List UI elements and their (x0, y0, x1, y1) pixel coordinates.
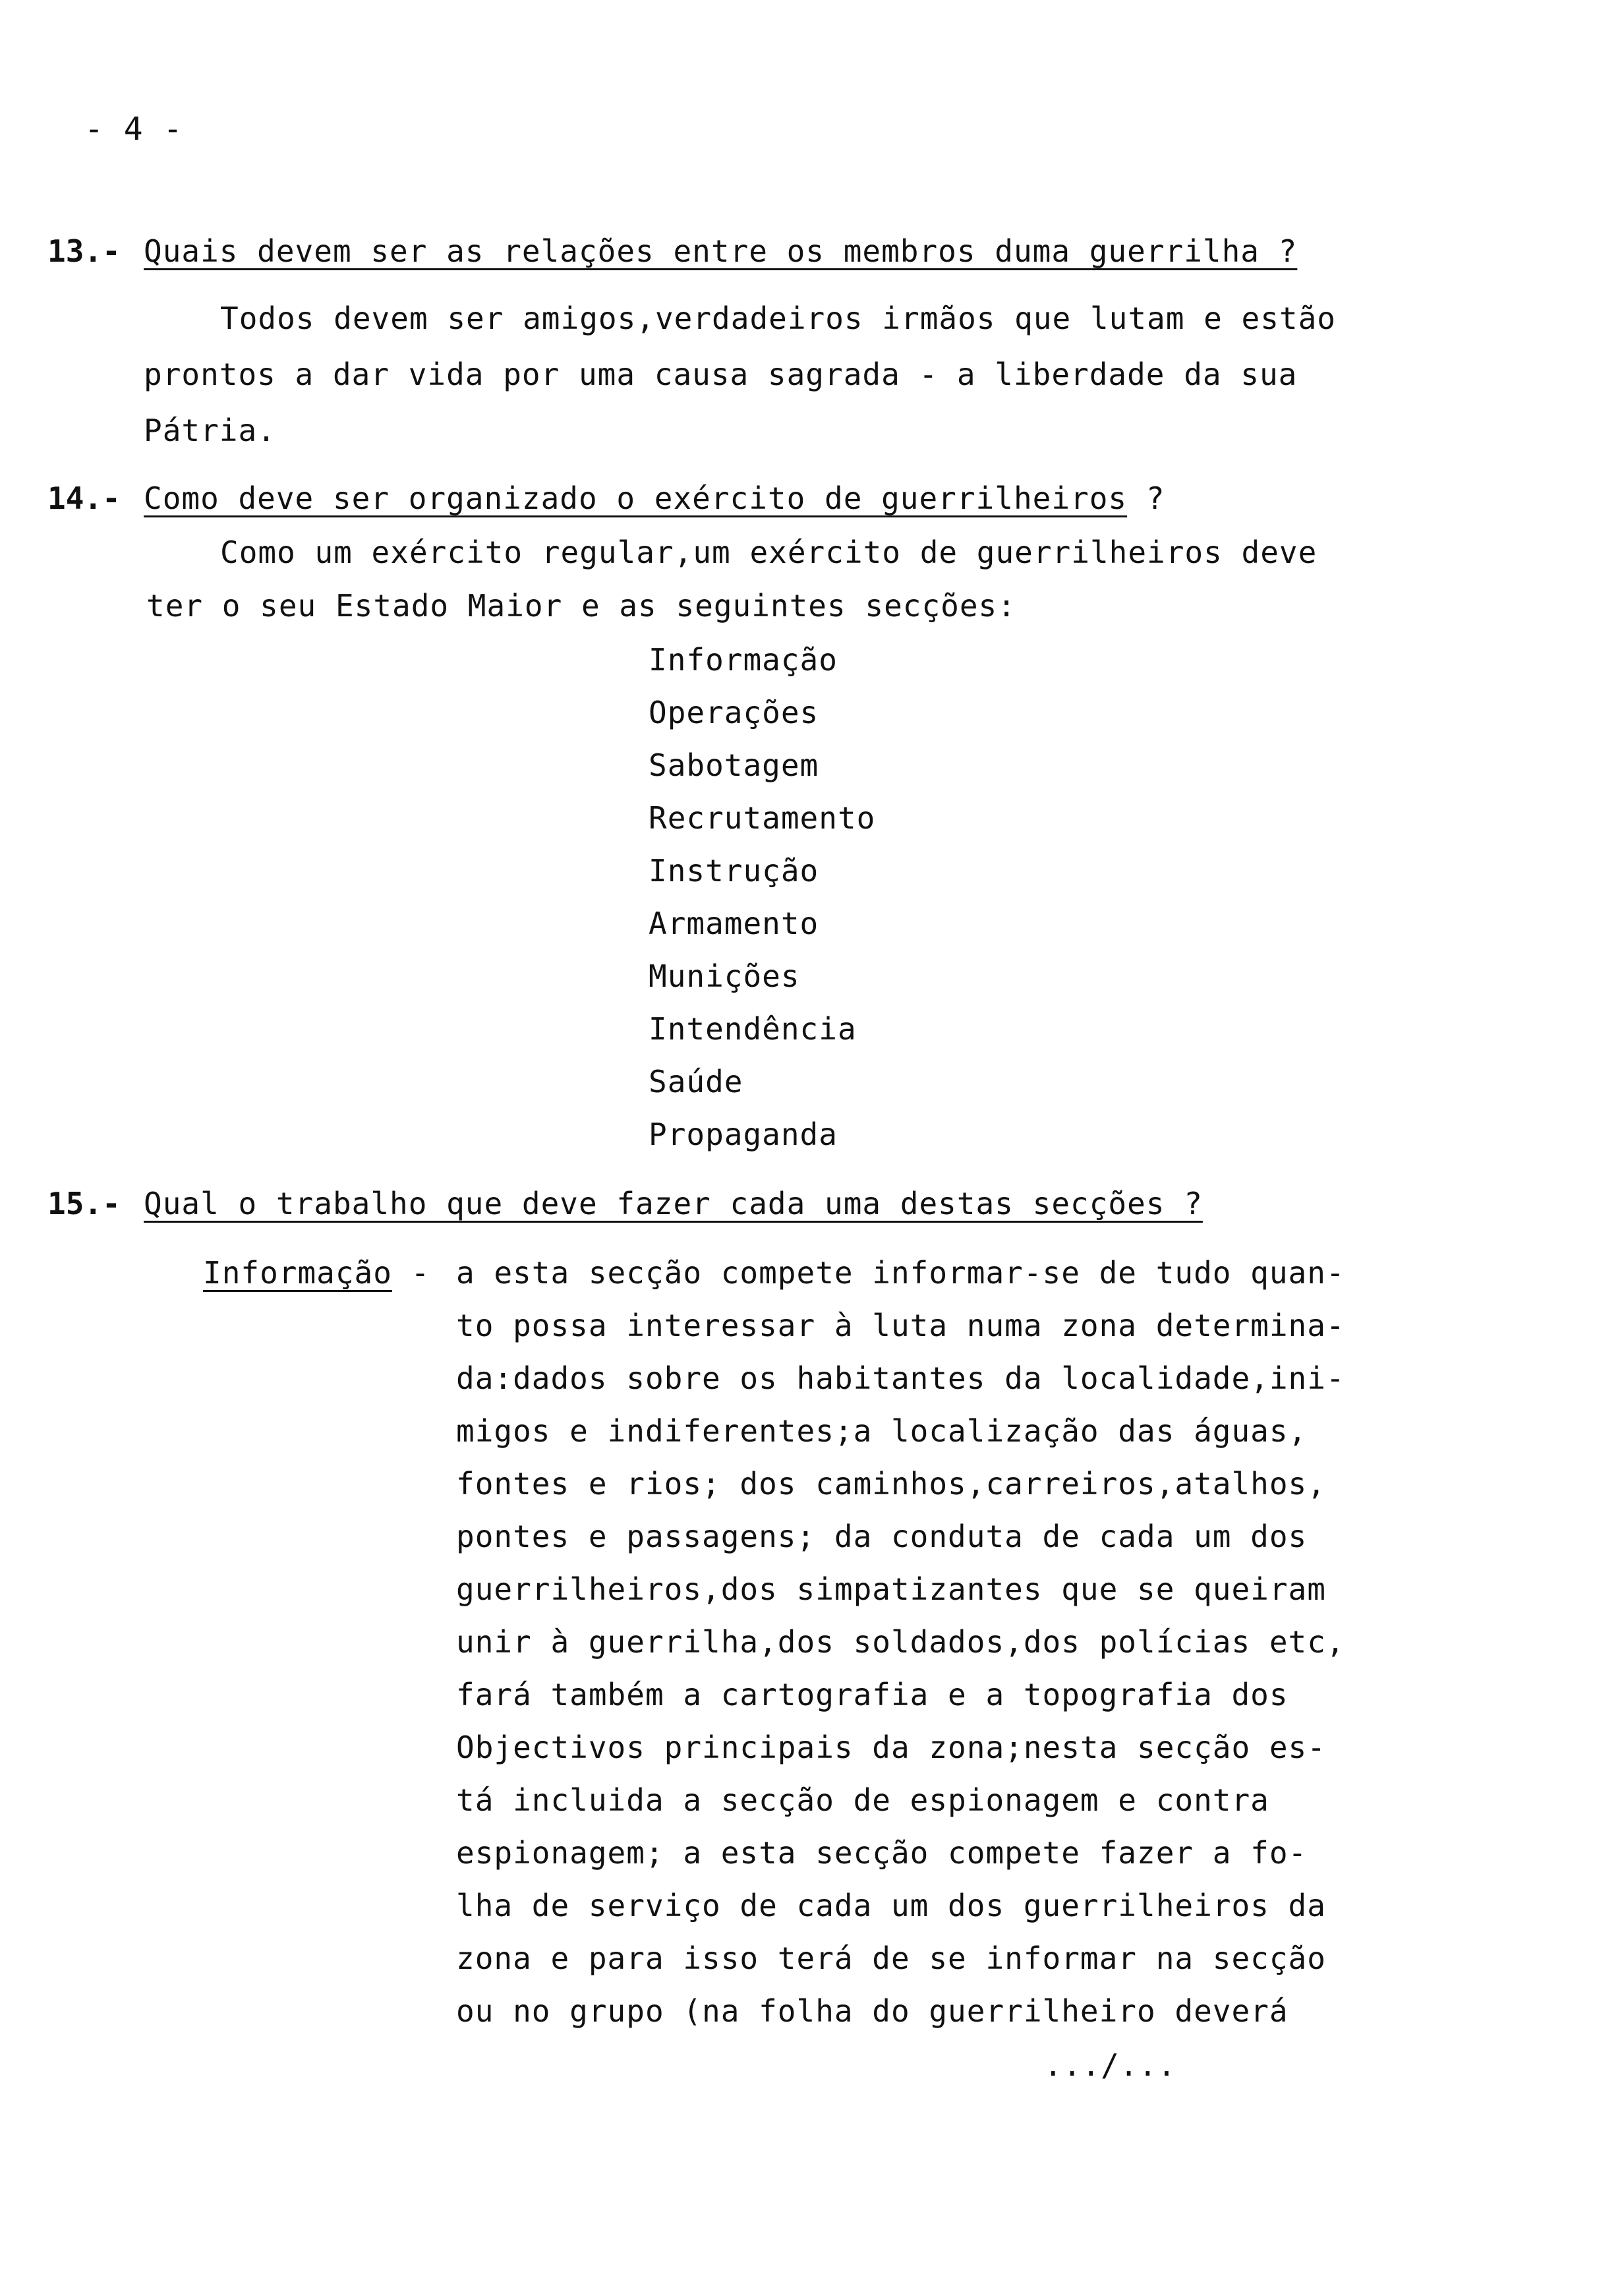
q15-question (144, 1188, 1203, 1219)
section-item: Saúde (649, 1064, 743, 1099)
q14-question-mark: ? (1146, 481, 1165, 516)
section-item: Instrução (649, 853, 819, 889)
q15-answer-line: unir à guerrilha,dos soldados,dos polícias etc, (456, 1624, 1345, 1660)
section-item: Sabotagem (649, 747, 819, 783)
q15-answer-line: fontes e rios; dos caminhos,carreiros,atalhos, (456, 1466, 1326, 1502)
q14-question (144, 481, 1165, 516)
q15-term-text: Informação (203, 1255, 392, 1291)
section-item: Recrutamento (649, 800, 876, 836)
section-item: Intendência (649, 1011, 857, 1047)
q14-number: 14.- (47, 481, 121, 516)
page-number: - 4 - (84, 111, 183, 148)
q13-question-text: Quais devem ser as relações entre os membros duma guerrilha ? (144, 233, 1298, 269)
q13-answer-line-3: Pátria. (144, 413, 276, 448)
continuation-mark: .../... (1044, 2047, 1176, 2083)
q15-answer-line: to possa interessar à luta numa zona determina- (456, 1308, 1345, 1343)
q15-answer-line: a esta secção compete informar-se de tudo quan- (456, 1255, 1345, 1291)
q13-number: 13.- (47, 233, 121, 269)
q15-term (203, 1255, 430, 1291)
q15-term-dash: - (411, 1255, 430, 1291)
q13-answer-line-1: Todos devem ser amigos,verdadeiros irmãos que lutam e estão (220, 301, 1336, 336)
q15-answer-line: pontes e passagens; da conduta de cada um dos (456, 1519, 1308, 1554)
q15-answer-line: Objectivos principais da zona;nesta secção es- (456, 1730, 1326, 1765)
q15-number: 15.- (47, 1186, 121, 1221)
q15-question-text: Qual o trabalho que deve fazer cada uma destas secções ? (144, 1186, 1203, 1221)
q15-answer-line: ou no grupo (na folha do guerrilheiro deverá (456, 1993, 1289, 2029)
q14-answer-line-2: ter o seu Estado Maior e as seguintes secções: (146, 588, 1016, 624)
q14-answer-line-1: Como um exército regular,um exército de guerrilheiros deve (220, 535, 1318, 570)
q15-answer-line: espionagem; a esta secção compete fazer a fo- (456, 1835, 1308, 1871)
q14-question-text: Como deve ser organizado o exército de guerrilheiros (144, 481, 1128, 516)
q15-answer-line: zona e para isso terá de se informar na secção (456, 1941, 1326, 1976)
q13-question (144, 233, 1298, 269)
section-item: Munições (649, 958, 800, 994)
q15-answer-line: guerrilheiros,dos simpatizantes que se queiram (456, 1571, 1326, 1607)
q13-answer-line-2: prontos a dar vida por uma causa sagrada - a liberdade da sua (144, 357, 1298, 392)
q15-answer-line: fará também a cartografia e a topografia dos (456, 1677, 1289, 1712)
section-item: Armamento (649, 906, 819, 941)
section-item: Informação (649, 642, 838, 678)
q15-answer-line: lha de serviço de cada um dos guerrilheiros da (456, 1888, 1326, 1923)
section-item: Operações (649, 695, 819, 730)
q15-answer-line: da:dados sobre os habitantes da localidade,ini- (456, 1360, 1345, 1396)
q15-answer-line: tá incluida a secção de espionagem e contra (456, 1782, 1269, 1818)
q15-answer-line: migos e indiferentes;a localização das águas, (456, 1413, 1308, 1449)
section-item: Propaganda (649, 1117, 838, 1152)
